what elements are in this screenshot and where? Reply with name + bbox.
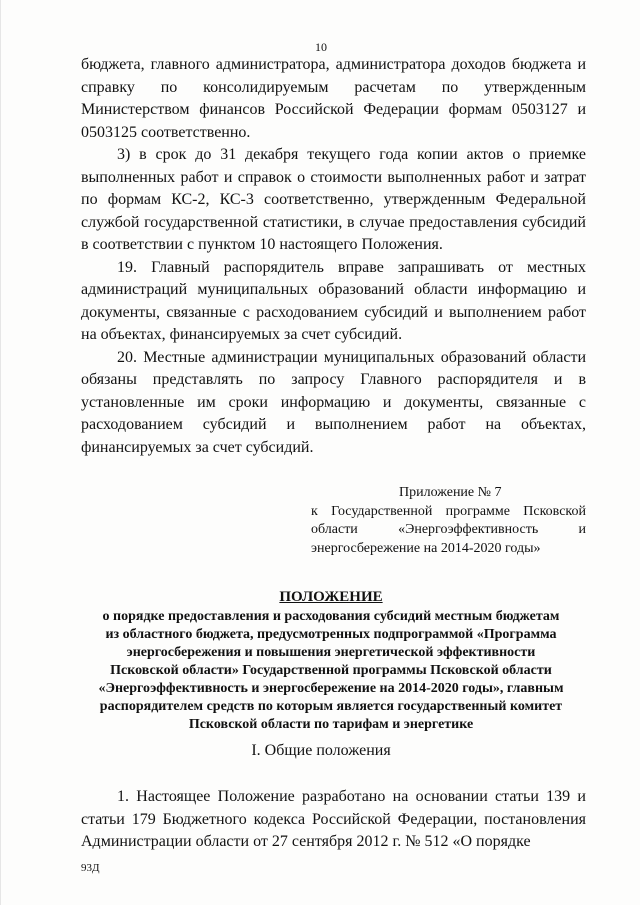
paragraph-item-3: 3) в срок до 31 декабря текущего года копии актов о приемке выполненных работ и справок о стоимости выполненных работ и затрат по формам КС-2, КС-3 соответственно, утвержденным Федеральной службой государственной статистики, в случае предоставления субсидий в соответствии с пунктом 10 настоящего Положения. xyxy=(81,146,586,253)
title-line: «Энергоэффективность и энергосбережение на 2014-2020 годы», главным xyxy=(98,681,564,696)
title-line: Псковской области» Государственной программы Псковской области xyxy=(110,663,552,678)
paragraph-continuation: бюджета, главного администратора, администратора доходов бюджета и справку по консолидируемым расчетам по утвержденным Министерством финансов Российской Федерации формам 0503127 и 0503125 соответственно. xyxy=(81,56,586,141)
section-body xyxy=(81,786,586,854)
document-title-block xyxy=(61,588,601,734)
title-line: распорядителем средств по которым является государственный комитет xyxy=(99,699,563,714)
appendix-years-line: энергосбережение на 2014-2020 годы» xyxy=(311,540,541,556)
appendix-number: Приложение № 7 xyxy=(399,485,502,500)
title-line: Псковской области по тарифам и энергетике xyxy=(188,717,474,732)
title-line: о порядке предоставления и расходования субсидий местным бюджетам xyxy=(102,609,560,624)
page-number: 10 xyxy=(315,40,327,54)
title-line: энергосбережения и повышения энергетической эффективности xyxy=(126,645,536,660)
appendix-reference xyxy=(311,484,586,558)
paragraph-20: 20. Местные администрации муниципальных образований области обязаны представлять по запросу Главного распорядителя и в установленные им сроки информацию и документы, связанные с расходованием субсидий и выполнением работ на объектах, финансируемых за счет субсидий. xyxy=(81,348,586,456)
paragraph-1: 1. Настоящее Положение разработано на основании статьи 139 и статьи 179 Бюджетного кодекса Российской Федерации, постановления Администрации области от 27 сентября 2012 г. № 512 «О порядке xyxy=(81,788,586,850)
document-title: ПОЛОЖЕНИЕ xyxy=(279,589,383,605)
footer-code: 93Д xyxy=(81,862,100,874)
body-text xyxy=(81,54,586,459)
section-heading: I. Общие положения xyxy=(251,742,391,759)
title-line: из областного бюджета, предусмотренных подпрограммой «Программа xyxy=(105,627,557,642)
paragraph-19: 19. Главный распорядитель вправе запрашивать от местных администраций муниципальных образований области информацию и документы, связанные с расходованием субсидий и выполнением работ на объектах, финансируемых за счет субсидий. xyxy=(81,258,586,343)
appendix-region-line: области «Энергоэффективность и xyxy=(311,522,586,537)
appendix-program-line: к Государственной программе Псковской xyxy=(311,503,586,519)
